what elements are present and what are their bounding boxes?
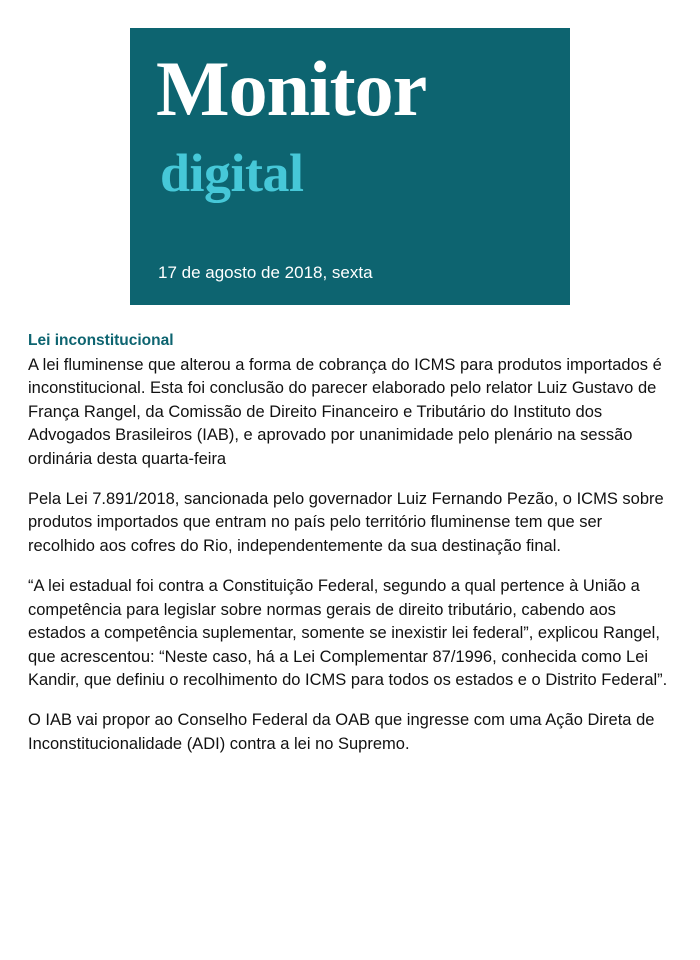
article-headline: Lei inconstitucional <box>28 332 174 349</box>
brand-title: Monitor <box>156 45 427 132</box>
masthead-container <box>0 0 700 305</box>
brand-subtitle: digital <box>160 143 304 203</box>
article-paragraph: O IAB vai propor ao Conselho Federal da OAB que ingresse com uma Ação Direta de Inconstitucionalidade (ADI) contra a lei no Supremo. <box>28 711 655 753</box>
publication-date: 17 de agosto de 2018, sexta <box>158 263 373 282</box>
article-paragraph: Pela Lei 7.891/2018, sancionada pelo governador Luiz Fernando Pezão, o ICMS sobre produtos importados que entram no país pelo território fluminense tem que ser recolhido aos cofres do Rio, independentemente da sua destinação final. <box>28 490 664 555</box>
article-paragraph: A lei fluminense que alterou a forma de cobrança do ICMS para produtos importados é inconstitucional. Esta foi conclusão do parecer elaborado pelo relator Luiz Gustavo de França Rangel, da Comissão de Direito Financeiro e Tributário do Instituto dos Advogados Brasileiros (IAB), e aprovado por unanimidade pelo plenário na sessão ordinária desta quarta-feira <box>28 355 662 468</box>
article-body <box>0 305 700 756</box>
masthead-banner <box>130 28 570 305</box>
article-paragraph: “A lei estadual foi contra a Constituição Federal, segundo a qual pertence à União a competência para legislar sobre normas gerais de direito tributário, cabendo aos estados a competência suplementar, somente se inexistir lei federal”, explicou Rangel, que acrescentou: “Neste caso, há a Lei Complementar 87/1996, conhecida como Lei Kandir, que definiu o recolhimento do ICMS para todos os estados e o Distrito Federal”. <box>28 577 668 689</box>
